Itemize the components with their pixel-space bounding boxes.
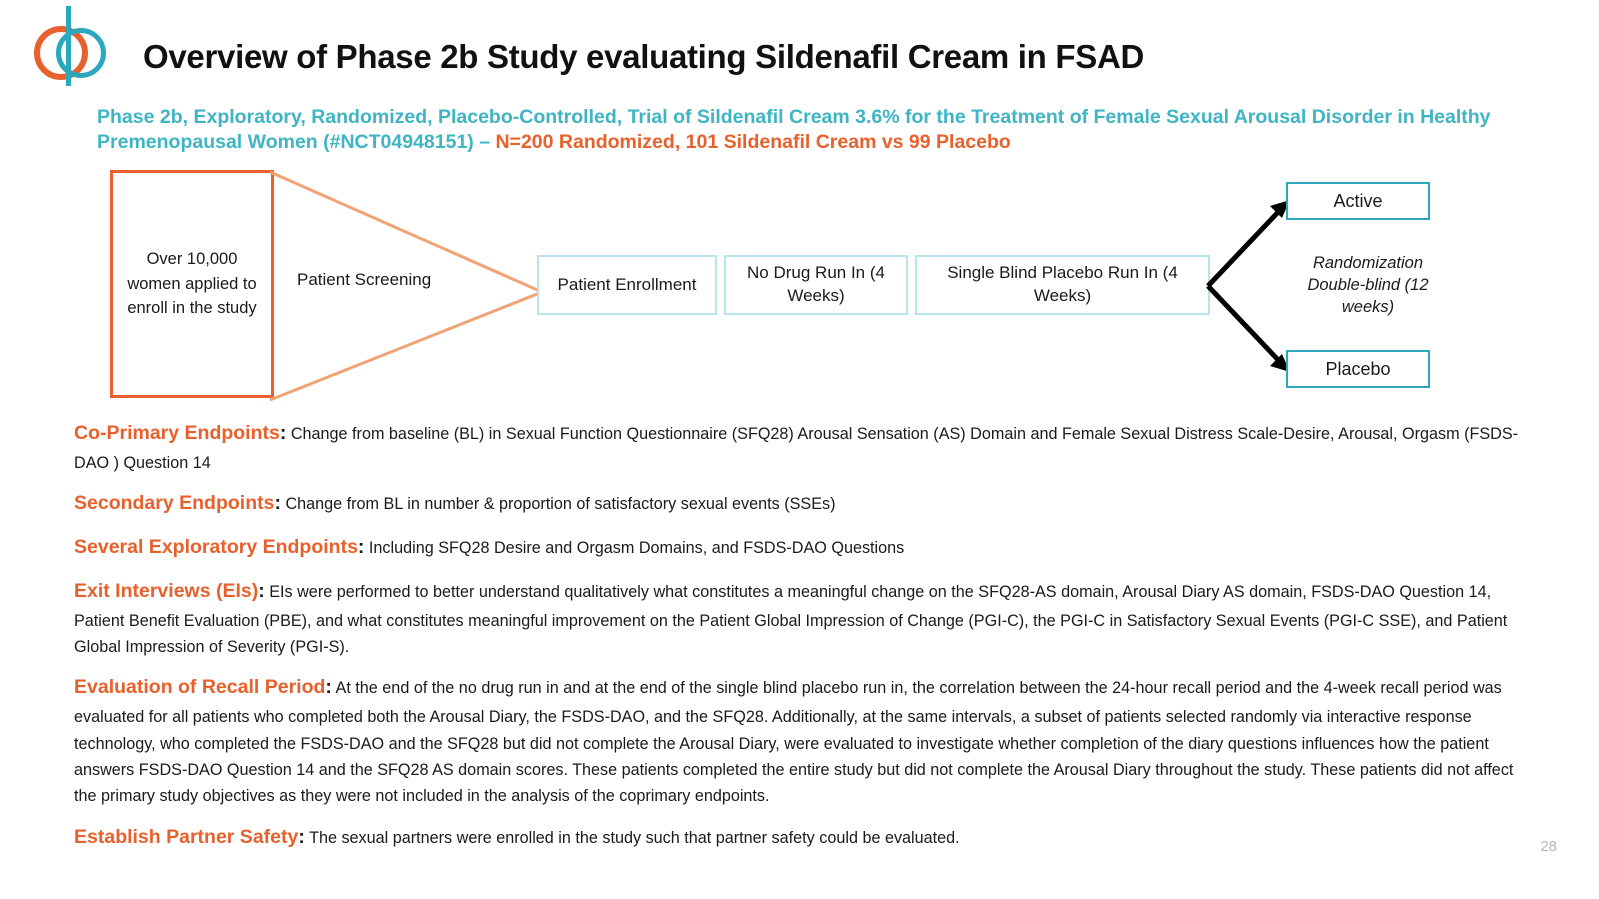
randomization-note: Randomization Double-blind (12 weeks) <box>1307 254 1429 316</box>
bullet-heading: Evaluation of Recall Period <box>74 676 326 699</box>
bullet-co-primary-endpoints <box>74 418 1534 476</box>
applied-count-box: Over 10,000 women applied to enroll in the study <box>110 170 274 398</box>
bullet-heading: Establish Partner Safety <box>74 825 299 848</box>
bullet-exit-interviews <box>74 576 1534 661</box>
bullet-colon: : <box>298 825 305 848</box>
step-no-drug-run-in: No Drug Run In (4 Weeks) <box>724 255 908 315</box>
step-single-blind-placebo-run-in: Single Blind Placebo Run In (4 Weeks) <box>915 255 1210 315</box>
bullet-secondary-endpoints <box>74 488 1534 520</box>
bullet-recall-period <box>74 672 1534 809</box>
study-subtitle <box>97 105 1547 155</box>
bullet-body: Change from BL in number & proportion of satisfactory sexual events (SSEs) <box>285 495 836 514</box>
bullet-partner-safety <box>74 822 1534 854</box>
bullet-heading: Co-Primary Endpoints <box>74 422 280 444</box>
bullet-heading: Secondary Endpoints <box>74 492 275 515</box>
bullet-body: Change from baseline (BL) in Sexual Function Questionnaire (SFQ28) Arousal Sensation (AS) Domain and Female Sexual Distress Scale-Desire, Arousal, Orgasm (FSDS-DAO ) Question 14 <box>74 425 1519 472</box>
bullet-heading: Several Exploratory Endpoints <box>74 535 358 558</box>
bullet-colon: : <box>258 579 265 602</box>
bullet-body: Including SFQ28 Desire and Orgasm Domains, and FSDS-DAO Questions <box>368 538 905 557</box>
logo-ring-icon <box>56 28 106 78</box>
bullet-exploratory-endpoints <box>74 532 1534 564</box>
patient-screening-label: Patient Screening <box>297 270 432 289</box>
bullet-colon: : <box>325 676 332 699</box>
page-number: 28 <box>1540 838 1557 855</box>
bullet-heading: Exit Interviews (EIs) <box>74 579 259 602</box>
study-flow-diagram <box>0 160 1599 410</box>
page-title: Overview of Phase 2b Study evaluating Sildenafil Cream in FSAD <box>143 38 1145 75</box>
bullet-body: At the end of the no drug run in and at the end of the single blind placebo run in, the correlation between the 24-hour recall period and the 4-week recall period was evaluated for all patients who completed both the Arousal Diary, the FSDS-DAO, and the SFQ28. Additionally, at the same intervals, a subset of patients selected randomly via interactive response technology, who completed the FSDS-DAO and the SFQ28 but did not complete the Arousal Diary, were evaluated to investigate whether completion of the diary questions influences how the patient answers FSDS-DAO Question 14 and the SFQ28 AS domain scores. These patients completed the entire study but did not complete the Arousal Diary throughout the study. These patients did not affect the primary study objectives as they were not included in the analysis of the coprimary endpoints. <box>74 679 1514 806</box>
bullet-colon: : <box>357 535 365 558</box>
arm-active-box: Active <box>1286 182 1430 220</box>
subtitle-randomization: N=200 Randomized, 101 Sildenafil Cream vs 99 Placebo <box>495 130 1011 153</box>
randomization-split-arrows-icon <box>1204 180 1296 392</box>
bullet-body: EIs were performed to better understand qualitatively what constitutes a meaningful change on the SFQ28-AS domain, Arousal Diary AS domain, FSDS-DAO Question 14, Patient Benefit Evaluation (PBE), and what constitutes meaningful improvement on the Patient Global Impression of Change (PGI-C), the PGI-C in Satisfactory Sexual Events (PGI-C SSE), and Patient Global Impression of Severity (PGI-S). <box>74 582 1508 656</box>
arm-placebo-box: Placebo <box>1286 350 1430 388</box>
bullet-body: The sexual partners were enrolled in the study such that partner safety could be evaluated. <box>309 828 960 847</box>
company-logo <box>30 6 102 88</box>
bullet-colon: : <box>274 492 281 515</box>
bullet-colon: : <box>279 422 287 444</box>
step-patient-enrollment: Patient Enrollment <box>537 255 717 315</box>
subtitle-primary: Phase 2b, Exploratory, Randomized, Placebo-Controlled, Trial of Sildenafil Cream 3.6% for the Treatment of Female Sexual Arousal Disorder in Healthy Premenopausal Women (#NCT04948151) – <box>97 106 1491 153</box>
logo-bar-icon <box>66 6 71 86</box>
endpoints-list <box>74 418 1534 864</box>
